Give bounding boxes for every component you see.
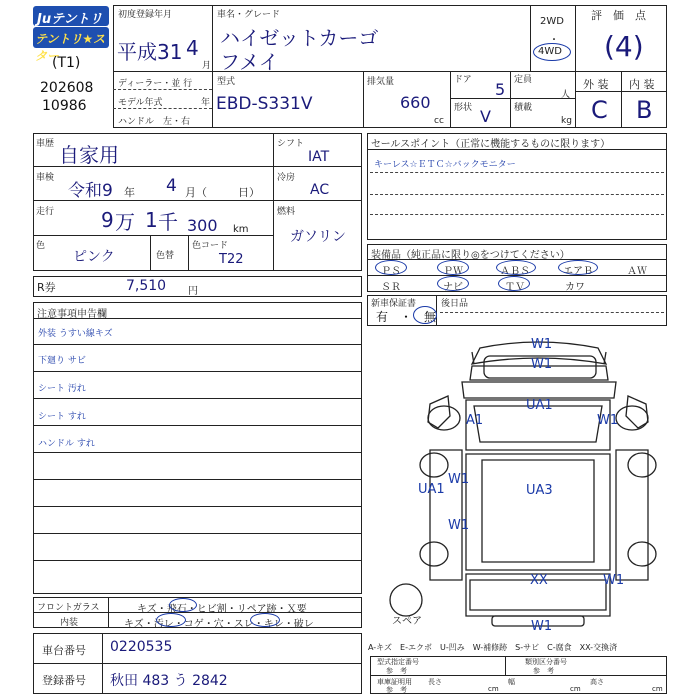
mileage-man-unit: 万: [115, 210, 135, 234]
ac-label: 冷房: [277, 173, 296, 183]
inner-label: 内装: [60, 618, 79, 628]
drive-dot: ・: [549, 35, 559, 46]
inspection-month: 4: [166, 176, 177, 196]
equip-navi: ナビ: [443, 282, 463, 293]
equip-abs: ＡＢＳ: [500, 266, 530, 277]
equip-pw-circle: [437, 260, 469, 275]
lot-bottom: 10986: [42, 98, 87, 114]
footer-width: 幅: [508, 678, 515, 686]
shape-label: 形状: [454, 103, 473, 113]
damage-mark-9: W1: [448, 518, 470, 533]
equip-airbag: エアＢ: [563, 266, 593, 277]
sales-points-label: セールスポイント（正常に機能するものに限ります）: [371, 139, 611, 150]
model-name: ハイゼットカーゴ: [220, 26, 379, 50]
shift-label: シフト: [277, 139, 305, 149]
footer-ref3: 参 考: [386, 686, 407, 694]
rating-label: 評 価 点: [591, 9, 646, 22]
inspection-month-unit: 月（: [185, 186, 207, 199]
model-year-unit: 年: [201, 98, 211, 108]
damage-mark-5: W1: [597, 413, 619, 428]
interior-value: B: [636, 96, 653, 124]
type-label: 型式: [217, 77, 236, 87]
equip-sr: ＳＲ: [381, 282, 401, 293]
equip-navi-circle: [437, 276, 469, 291]
recycle-value: 7,510: [126, 278, 167, 294]
spare-label: スペア: [392, 616, 422, 627]
equip-tv: ＴＶ: [505, 282, 525, 293]
shift-value: IAT: [308, 149, 330, 165]
displacement-label: 排気量: [367, 77, 395, 87]
color-code: T22: [219, 252, 244, 267]
registration-value: 秋田 483 う 2842: [110, 673, 228, 689]
capacity-label: 定員: [514, 75, 533, 85]
load-label: 積載: [514, 103, 533, 113]
displacement-unit: cc: [434, 116, 444, 126]
damage-mark-8: UA1: [418, 482, 445, 497]
doors-value: 5: [495, 80, 506, 99]
inspection-label: 車検: [36, 173, 55, 183]
damage-mark-3: UA1: [526, 398, 553, 413]
equip-aw: ＡＷ: [627, 266, 647, 277]
footer-cert: 車庫証明用: [377, 678, 412, 686]
ac-value: AC: [310, 182, 330, 198]
dealer-label: ディーラー・並 行: [118, 79, 193, 89]
windshield-chip-circle: [169, 598, 197, 612]
damage-legend: A-キズ E-エクボ U-凹み W-補修跡 S-サビ C-腐食 XX-交換済: [368, 643, 618, 652]
sales-points-text: キーレス☆ＥＴＣ☆バックモニター: [374, 160, 516, 170]
lot-top: 202608: [40, 80, 94, 96]
note-4: シート すれ: [38, 412, 86, 422]
mileage-hundreds: 300: [187, 216, 218, 235]
footer-length: 長さ: [428, 678, 442, 686]
footer-type-designation: 型式指定番号: [377, 658, 419, 666]
lane: (T1): [52, 55, 81, 71]
damage-mark-4: A1: [466, 413, 484, 428]
rating-value: (4): [604, 30, 644, 63]
inner-scuff-circle: [250, 613, 280, 627]
footer-length-unit: cm: [488, 685, 499, 693]
warranty-label: 新車保証書: [371, 299, 417, 309]
warranty-value: 有 ・ 無: [376, 310, 437, 324]
damage-mark-2: W1: [531, 357, 553, 372]
type-value: EBD-S331V: [216, 94, 313, 114]
color-label: 色: [36, 241, 46, 251]
color-code-label: 色コード: [192, 241, 229, 251]
exterior-value: C: [591, 96, 608, 124]
chassis-label: 車台番号: [42, 644, 86, 657]
notes-label: 注意事項申告欄: [37, 309, 107, 320]
interior-label: 内 装: [629, 78, 655, 91]
equip-abs-circle: [496, 260, 536, 275]
footer-width-unit: cm: [570, 685, 581, 693]
equip-leather: カワ: [565, 282, 585, 293]
inner-text: キズ・汚レ・コゲ・穴・スレ・キレ・破レ: [124, 619, 314, 630]
drive-2wd: 2WD: [540, 16, 564, 27]
note-1: 外装 うすい線キズ: [38, 329, 113, 339]
damage-mark-12: W1: [531, 619, 553, 634]
history-value: 自家用: [59, 143, 119, 167]
note-5: ハンドル すれ: [38, 439, 95, 449]
equip-airbag-circle: [558, 260, 598, 275]
note-2: 下廻り サビ: [38, 356, 86, 366]
damage-mark-7: UA3: [526, 483, 553, 498]
footer-height: 高さ: [590, 678, 604, 686]
first-registration-month-unit: 月: [202, 61, 212, 71]
logo-line2: テントリ★スター: [35, 32, 106, 63]
damage-mark-6: W1: [448, 472, 470, 487]
footer-ref1: 参 考: [386, 667, 407, 675]
color-change-label: 色替: [156, 251, 175, 261]
logo-line1: Juテントリ: [37, 12, 103, 27]
footer-category: 類別区分番号: [525, 658, 567, 666]
model-grade: フメイ: [220, 50, 279, 74]
equip-ps: ＰＳ: [381, 266, 401, 277]
drive-4wd: 4WD: [538, 46, 562, 57]
recycle-label: R券: [37, 281, 56, 294]
mileage-unit: km: [233, 224, 249, 235]
footer-ref2: 参 考: [533, 667, 554, 675]
mileage-label: 走行: [36, 207, 55, 217]
inspection-day-unit: 日）: [238, 186, 260, 199]
color-value: ピンク: [73, 249, 115, 265]
fuel-label: 燃料: [277, 207, 296, 217]
recycle-unit: 円: [188, 286, 198, 297]
fuel-value: ガソリン: [290, 229, 346, 245]
mileage-man: 9: [101, 208, 114, 232]
history-label: 車歴: [36, 139, 55, 149]
inspection-era: 令和9: [68, 181, 113, 201]
registration-label: 登録番号: [42, 674, 86, 687]
capacity-unit: 人: [561, 90, 571, 100]
inspection-year-unit: 年: [124, 186, 135, 199]
equip-pw: ＰＷ: [443, 266, 463, 277]
first-registration-month: 4: [186, 36, 199, 60]
damage-mark-11: W1: [603, 573, 625, 588]
chassis-value: 0220535: [110, 639, 173, 655]
first-registration-label: 初度登録年月: [118, 10, 173, 20]
doors-label: ドア: [454, 75, 472, 85]
windshield-label: フロントガラス: [37, 603, 100, 613]
warranty-after-label: 後日品: [441, 299, 469, 309]
handle-label: ハンドル 左・右: [118, 117, 191, 127]
note-3: シート 汚れ: [38, 384, 86, 394]
exterior-label: 外 装: [583, 78, 609, 91]
shape-value: V: [480, 107, 491, 126]
model-name-label: 車名・グレード: [217, 10, 281, 20]
mileage-sen: 1: [145, 208, 158, 232]
windshield-text: キズ・飛石・ヒビ割・リペア跡・Ｘ要: [137, 604, 307, 615]
equip-ps-circle: [375, 260, 407, 275]
first-registration-era: 平成31: [117, 40, 183, 64]
damage-mark-1: W1: [531, 337, 553, 352]
damage-mark-10: XX: [530, 573, 548, 588]
displacement-value: 660: [400, 93, 431, 112]
load-unit: kg: [561, 116, 572, 126]
warranty-none-circle: [413, 306, 437, 324]
equip-tv-circle: [498, 276, 530, 291]
model-year-label: モデル年式: [118, 98, 163, 108]
inner-stain-circle: [156, 613, 186, 627]
mileage-sen-unit: 千: [158, 210, 178, 234]
footer-height-unit: cm: [652, 685, 663, 693]
header-grid: [113, 5, 667, 128]
equipment-label: 装備品（純正品に限り◎をつけてください）: [371, 250, 570, 261]
